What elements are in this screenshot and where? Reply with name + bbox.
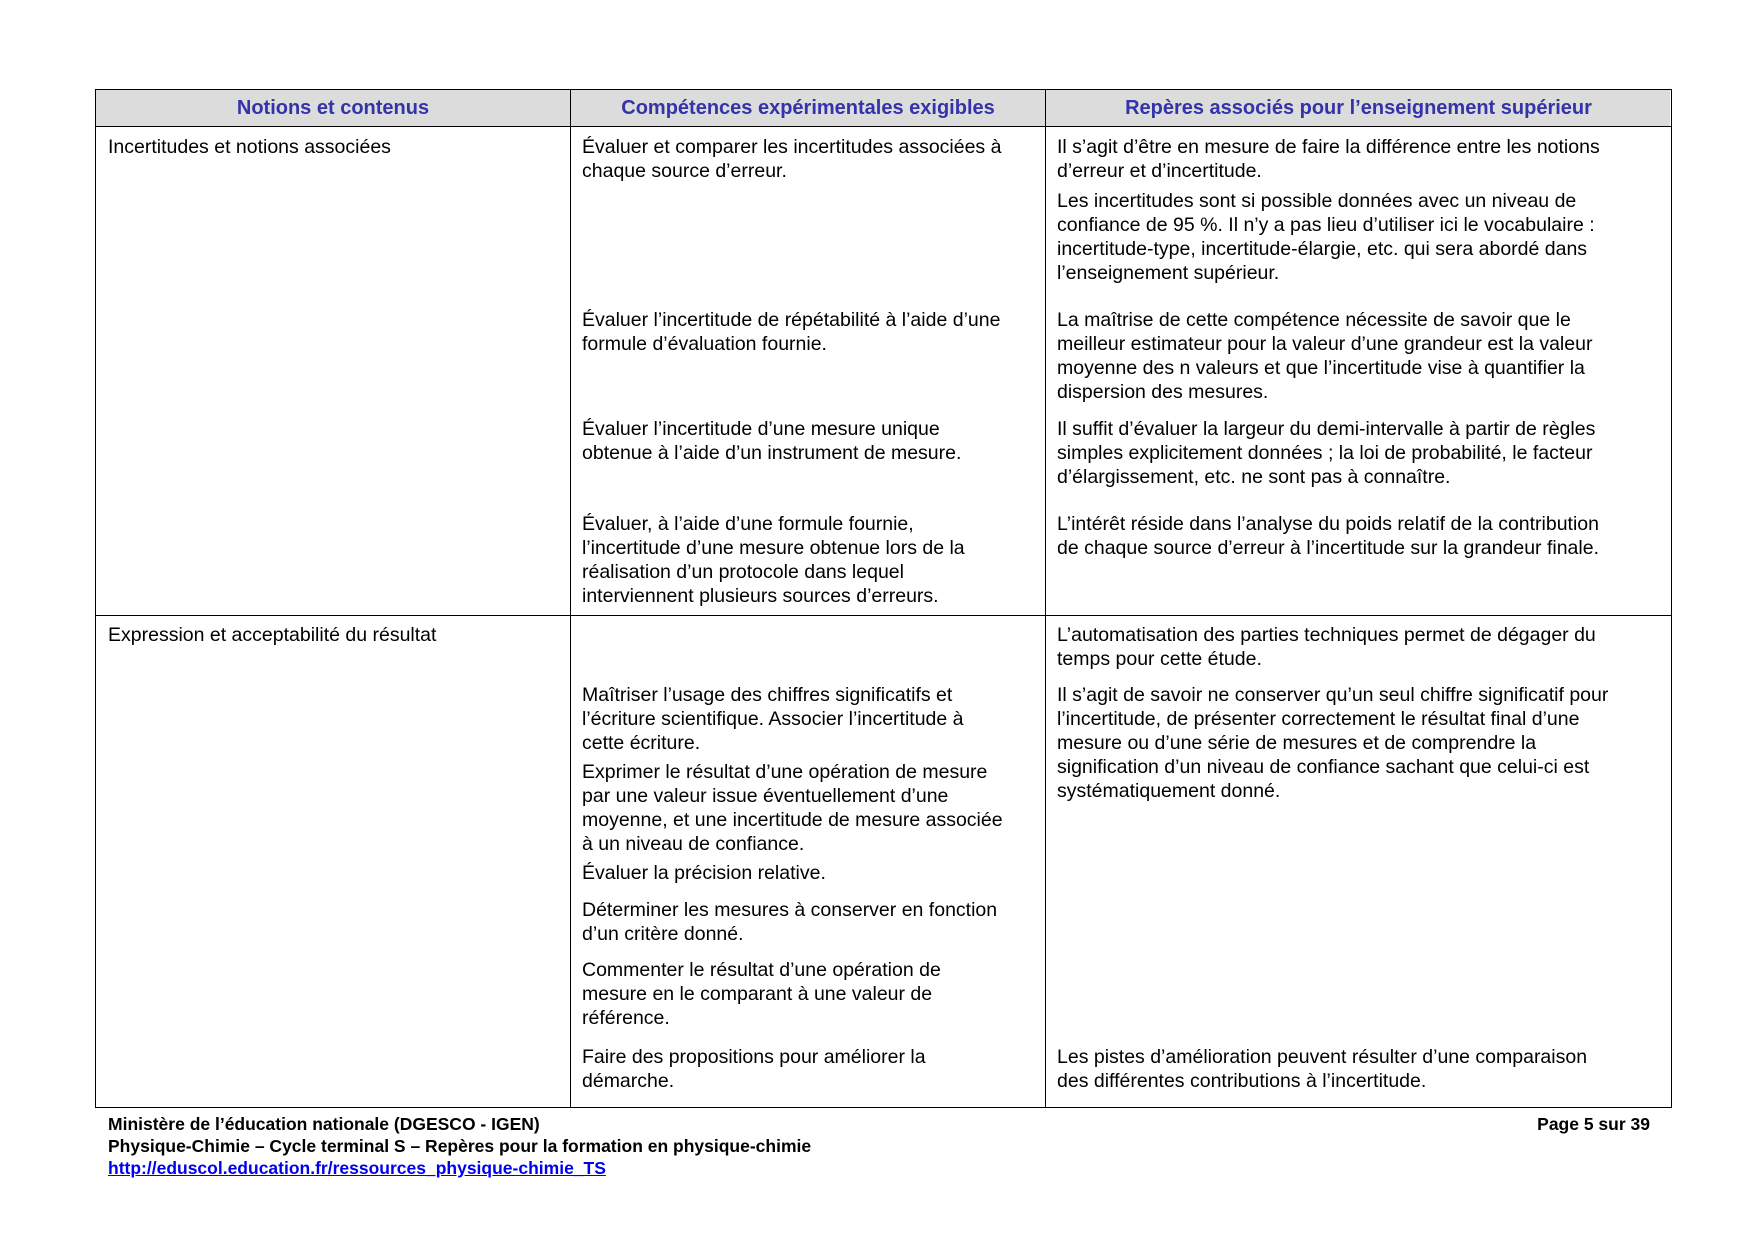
repere-poids-relatif: L’intérêt réside dans l’analyse du poids relatif de la contribution de chaque source d’erreur à l’incertitude sur la grandeur finale.	[1057, 513, 1600, 559]
competence-ameliorer-demarche: Faire des propositions pour améliorer la démarche.	[582, 1046, 926, 1092]
footer-ministry: Ministère de l’éducation nationale (DGESCO - IGEN)	[108, 1114, 540, 1134]
repere-pistes-amelioration: Les pistes d’amélioration peuvent résulter d’une comparaison des différentes contributions à l’incertitude.	[1057, 1046, 1588, 1092]
rule-section-divider	[95, 615, 1672, 616]
repere-demi-intervalle: Il suffit d’évaluer la largeur du demi-intervalle à partir de règles simples explicitement données ; la loi de probabilité, le facteur d’élargissement, etc. ne sont pas à connaître.	[1057, 418, 1596, 488]
rule-col-1	[570, 89, 571, 1108]
repere-niveau-confiance: Les incertitudes sont si possible données avec un niveau de confiance de 95 %. Il n’y a pas lieu d’utiliser ici le vocabulaire : incertitude-type, incertitude-élargie, etc. qui sera abordé dans l’enseignement supérieur.	[1057, 190, 1595, 284]
footer-link-line	[108, 1157, 606, 1179]
repere-erreur-incertitude: Il s’agit d’être en mesure de faire la différence entre les notions d’erreur et d’incertitude.	[1057, 136, 1600, 182]
competence-commenter-resultat: Commenter le résultat d’une opération de mesure en le comparant à une valeur de référence.	[582, 959, 941, 1029]
footer-page-number: Page 5 sur 39	[1537, 1114, 1650, 1134]
column-header-notions: Notions et contenus	[236, 97, 430, 119]
competence-comparer-incertitudes: Évaluer et comparer les incertitudes associées à chaque source d’erreur.	[582, 136, 1002, 182]
competence-mesure-unique: Évaluer l’incertitude d’une mesure unique obtenue à l’aide d’un instrument de mesure.	[582, 418, 962, 464]
column-header-reperes: Repères associés pour l’enseignement supérieur	[1125, 97, 1592, 119]
notion-expression-resultat: Expression et acceptabilité du résultat	[108, 624, 437, 646]
competence-mesures-a-conserver: Déterminer les mesures à conserver en fonction d’un critère donné.	[582, 899, 998, 945]
rule-right	[1671, 89, 1672, 1108]
rule-left	[95, 89, 96, 1108]
competence-precision-relative: Évaluer la précision relative.	[582, 862, 826, 884]
competence-exprimer-resultat: Exprimer le résultat d’une opération de mesure par une valeur issue éventuellement d’une moyenne, et une incertitude de mesure associée à un niveau de confiance.	[582, 761, 1003, 855]
repere-automatisation: L’automatisation des parties techniques permet de dégager du temps pour cette étude.	[1057, 624, 1596, 670]
notion-incertitudes: Incertitudes et notions associées	[108, 136, 391, 158]
rule-col-2	[1045, 89, 1046, 1108]
footer-subtitle: Physique-Chimie – Cycle terminal S – Repères pour la formation en physique-chimie	[108, 1136, 812, 1156]
repere-meilleur-estimateur: La maîtrise de cette compétence nécessite de savoir que le meilleur estimateur pour la valeur d’une grandeur est la valeur moyenne des n valeurs et que l’incertitude vise à quantifier la dispersion des mesures.	[1057, 309, 1593, 403]
rule-bottom	[95, 1107, 1672, 1108]
competence-plusieurs-sources: Évaluer, à l’aide d’une formule fournie, l’incertitude d’une mesure obtenue lors de la réalisation d’un protocole dans lequel interviennent plusieurs sources d’erreurs.	[582, 513, 965, 607]
repere-chiffre-significatif: Il s’agit de savoir ne conserver qu’un seul chiffre significatif pour l’incertitude, de présenter correctement le résultat final d’une mesure ou d’une série de mesures et de comprendre la signification d’un niveau de confiance sachant que celui-ci est systématiquement donné.	[1057, 684, 1609, 802]
column-header-competences: Compétences expérimentales exigibles	[621, 97, 995, 119]
competence-chiffres-significatifs: Maîtriser l’usage des chiffres significatifs et l’écriture scientifique. Associer l’incertitude à cette écriture.	[582, 684, 964, 754]
rule-header-bottom	[95, 126, 1672, 127]
competence-repetabilite: Évaluer l’incertitude de répétabilité à l’aide d’une formule d’évaluation fournie.	[582, 309, 1001, 355]
footer-link[interactable]: http://eduscol.education.fr/ressources_physique-chimie_TS	[108, 1158, 606, 1178]
